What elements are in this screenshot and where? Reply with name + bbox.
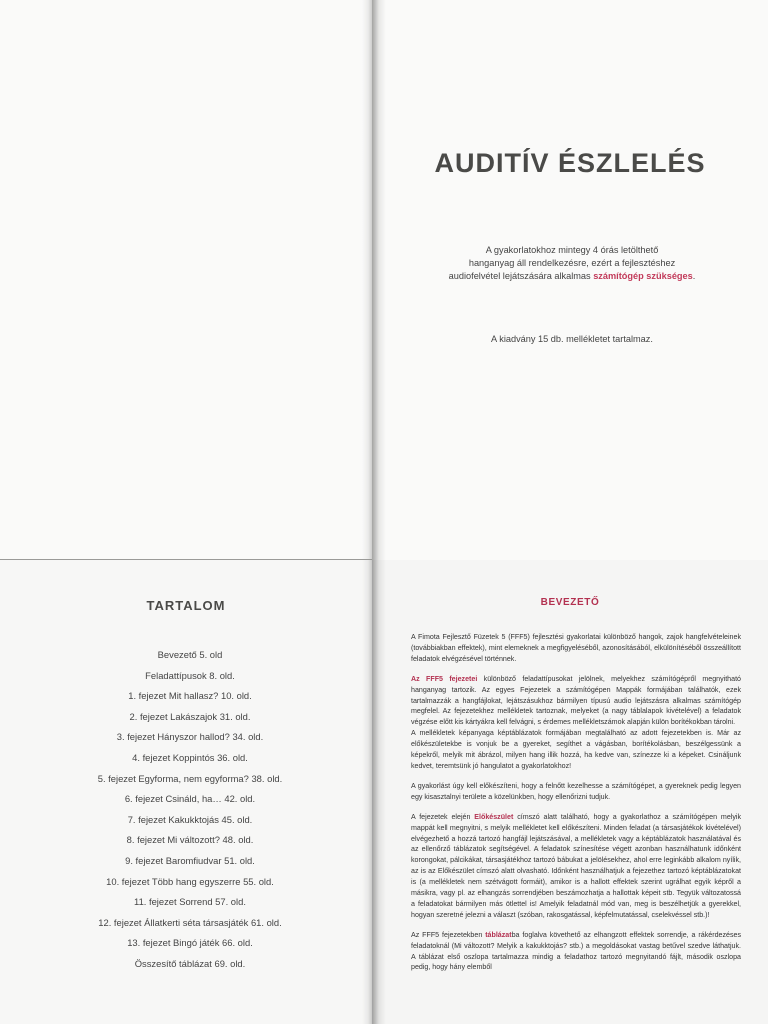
paragraph-text: különböző feladattípusokat jelölnek, melyekhez számítógépről megnyitható hanganyag tartozik. Az egyes Fejezetek a számítógépen Mappák formájában találhatók, ezek tartalmazzák a hangfájlokat, lejátszásukhoz bármilyen típusú audio lejátszásra alkalmas számítógép megfelel. Az fejezetekhez mellékletek tartoznak, melyeket (a nagy táblalapok kivételével) a feladatok végzése előtt kis kártyákra kell felvágni, s érdemes mellékletszámok alapján külön borítékokban tárolni. bbox=[411, 674, 741, 727]
toc-item: 3. fejezet Hányszor hallod? 34. old. bbox=[116, 731, 264, 743]
toc-item: 10. fejezet Több hang egyszerre 55. old. bbox=[106, 875, 274, 887]
page-spine-shadow bbox=[362, 560, 372, 1024]
toc-item: 9. fejezet Baromfiudvar 51. old. bbox=[125, 854, 255, 866]
title-page bbox=[372, 0, 768, 560]
toc-item: 8. fejezet Mi változott? 48. old. bbox=[126, 834, 254, 846]
paragraph bbox=[411, 812, 741, 921]
attachment-note: A kiadvány 15 db. mellékletet tartalmaz. bbox=[491, 334, 653, 344]
paragraph: A Fimota Fejlesztő Füzetek 5 (FFF5) fejlesztési gyakorlatai különböző hangok, zajok hangfelvételeinek (továbbiakban effektek), mint elemeknek a megfigyeléséből, azonosításából, elkülönítéséből összeállított feladatok elvégzésével történnek. bbox=[411, 633, 741, 663]
blank-page bbox=[0, 0, 372, 560]
paragraph bbox=[411, 674, 741, 772]
toc-title: TARTALOM bbox=[146, 598, 226, 613]
toc-item: 2. fejezet Lakászajok 31. old. bbox=[129, 710, 251, 722]
page-spine-shadow bbox=[362, 0, 372, 560]
toc-item: 11. fejezet Sorrend 57. old. bbox=[134, 896, 246, 908]
paragraph bbox=[411, 930, 741, 974]
toc-item: 13. fejezet Bingó játék 66. old. bbox=[127, 937, 253, 949]
toc-item: Bevezető 5. old bbox=[157, 649, 223, 660]
highlight: táblázat bbox=[485, 930, 512, 939]
page-spine-shadow bbox=[372, 560, 386, 1024]
toc-item: 12. fejezet Állatkerti séta társasjáték 61. old. bbox=[98, 916, 282, 928]
info-line: hanganyag áll rendelkezésre, ezért a fejlesztéshez bbox=[468, 258, 676, 268]
paragraph-text: címszó alatt található, hogy a gyakorlathoz a számítógépen melyik mappát kell megnyitni, s melyik mellékletet kell előkészíteni. Minden feladat (a társasjátékok kivételével) elvégezhető a hozzá tartozó hangfájl lejátszásával, a mellékletek vagy a képtáblázatok használatával és az ellenőrző táblázatok segítségével. A feladatok színesítése végett azonban használhatunk időnként korongokat, pálcikákat, társasjátékhoz tartozó bábukat a jelölésekhez, ahol erre leginkább alkalom nyílik, az is az Előkészület címszó alatt olvasható. Időnként használhatjuk a fejezethez tartozó képtáblázatokat is (a mellékletek nem szétvágott formáit), amikor is a hallott effektek szerint ugrálhat egyik képről a másikra, vagy pl. az elhangzás sorrendjében beszámozhatja a hallottak képeit stb. Tegyük változatossá a feladatokat bármilyen más ötlettel is! Amelyik feladatnál mód van, meg is beszélhetjük a gyerekkel, hogyan szeretné jelezni a választ (szóban, rakosgatással, képfelmutatással, cselekvéssel stb.)! bbox=[411, 812, 742, 919]
paragraph-text: ba foglalva követhető az elhangzott effektek sorrendje, a rákérdezéses feladatoknál (Mi változott? Melyik a kakukktojás? stb.) a megoldásokat vastag betűvel szedve láthatjuk. A táblázat első oszlopa tartalmazza mindig a feladathoz tartozó megnyitandó fájlt, második oszlopa pedig, hogy hány elemből bbox=[411, 930, 741, 972]
toc-item: 7. fejezet Kakukktojás 45. old. bbox=[127, 813, 253, 825]
info-text: audiofelvétel lejátszására alkalmas bbox=[448, 271, 594, 281]
introduction-text bbox=[411, 632, 741, 982]
info-line: A gyakorlatokhoz mintegy 4 órás letölthető bbox=[485, 245, 659, 255]
info-line bbox=[412, 270, 732, 283]
toc-item: 4. fejezet Koppintós 36. old. bbox=[132, 751, 248, 763]
toc-item: 5. fejezet Egyforma, nem egyforma? 38. old. bbox=[97, 772, 283, 784]
download-info bbox=[412, 244, 732, 283]
paragraph: A gyakorlást úgy kell előkészíteni, hogy a felnőtt kezelhesse a számítógépet, a gyereknek pedig legyen egy kisasztalnyi területe a közelünkben, hogy ellenőrizni tudjuk. bbox=[411, 781, 741, 801]
toc-item: Feladattípusok 8. old. bbox=[145, 669, 235, 681]
book-title: AUDITÍV ÉSZLELÉS bbox=[434, 148, 706, 178]
info-highlight: számítógép szükséges bbox=[593, 271, 693, 281]
info-text: . bbox=[692, 271, 696, 281]
highlight: Előkészület bbox=[474, 812, 514, 821]
toc-item: 1. fejezet Mit hallasz? 10. old. bbox=[128, 690, 252, 702]
toc-list bbox=[40, 645, 340, 975]
paragraph-text: A mellékletek képanyaga képtáblázatok formájában megtalálható az adott fejezetekben is. Már az előkészületekbe is vonjuk be a gyereket, segíthet a vágásban, borítékolásban, beszélgessünk a képekről, melyik mit ábrázol, milyen hang illik hozzá, ha kedve van, színezze ki a képeket. Csináljunk kedvet, teremtsünk jó hangulatot a gyakorlatokhoz! bbox=[411, 729, 741, 770]
paragraph-text: Az FFF5 fejezetekben bbox=[411, 930, 486, 939]
paragraph-text: A fejezetek elején bbox=[411, 812, 475, 821]
toc-item: 6. fejezet Csináld, ha… 42. old. bbox=[124, 793, 256, 805]
highlight: Az FFF5 fejezetei bbox=[411, 674, 478, 683]
introduction-title: BEVEZETŐ bbox=[540, 597, 600, 608]
page-spine-shadow bbox=[372, 0, 386, 560]
toc-item: Összesítő táblázat 69. old. bbox=[134, 957, 246, 969]
